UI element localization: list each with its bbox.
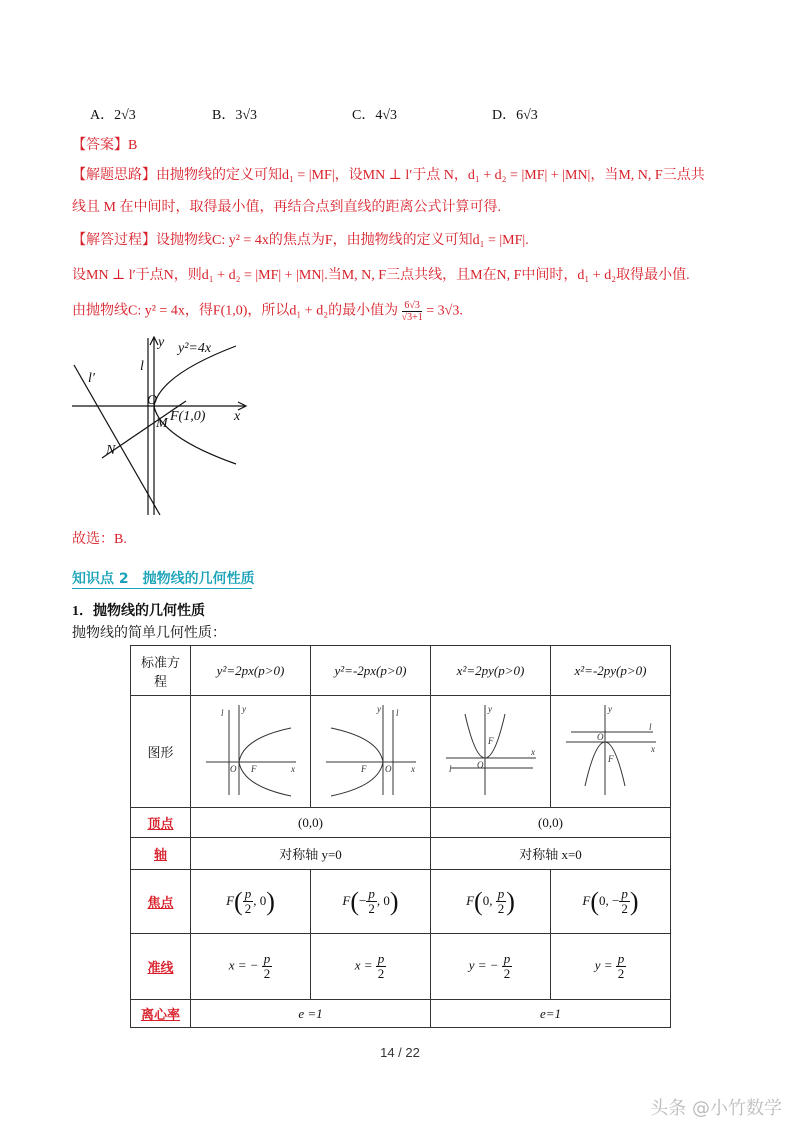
- directrix-1-frac: [262, 952, 273, 981]
- f-label: F(1,0): [170, 409, 206, 424]
- fraction-numerator: 6√3: [404, 300, 420, 311]
- answer-value: B: [128, 138, 138, 153]
- focus-2-f: F: [342, 892, 351, 908]
- equation-header: 标准方程: [131, 646, 191, 696]
- parabola-figure: [60, 330, 260, 525]
- focus-3-den: 2: [497, 901, 505, 916]
- axis-value-1: 对称轴 y=0: [191, 838, 431, 870]
- section-subtitle: 抛物线的简单几何性质：: [72, 626, 226, 641]
- directrix-2-frac: [376, 952, 387, 981]
- directrix-3-frac: [502, 952, 513, 981]
- l-prime-label: l′: [88, 371, 95, 386]
- svg-text:y: y: [487, 703, 492, 714]
- watermark: 头条 @小竹数学: [650, 1098, 782, 1119]
- parabola-curve: [154, 346, 236, 464]
- m-label: M: [156, 416, 168, 431]
- parabola-properties-table: [130, 645, 671, 1028]
- directrix-4-eq: y =: [594, 957, 613, 973]
- focus-header: 焦点: [131, 870, 191, 934]
- focus-1-den: 2: [244, 901, 252, 916]
- table-row-focus: [131, 870, 671, 934]
- svg-text:y: y: [607, 703, 612, 714]
- directrix-4-den: 2: [617, 966, 625, 981]
- o-label: O: [147, 393, 158, 408]
- focus-4-f: F: [582, 892, 591, 908]
- directrix-1: [191, 934, 311, 1000]
- graph-4: [551, 696, 671, 808]
- y-label: y: [158, 335, 165, 350]
- focus-3-zero: 0: [482, 892, 490, 908]
- graph-down-opening: [561, 700, 661, 800]
- focus-2-num: p: [368, 886, 375, 901]
- fraction-denominator: √3+1: [401, 312, 423, 323]
- process-line-3a: 由抛物线C: y² = 4x，得F(1,0)，所以d₁ + d₂的最小值为: [72, 303, 399, 319]
- conclusion: 故选：B.: [72, 532, 127, 547]
- eccentricity-value-2: e=1: [431, 1000, 671, 1028]
- idea-tag: 【解题思路】: [72, 168, 156, 183]
- knowledge-point-title: [72, 568, 255, 588]
- focus-4-neg: −: [612, 892, 620, 908]
- svg-text:F: F: [607, 753, 613, 764]
- directrix-2-eq: x =: [354, 957, 373, 973]
- focus-2-frac: [366, 887, 377, 916]
- directrix-1-eq: x = −: [228, 957, 259, 973]
- svg-text:F: F: [487, 735, 493, 746]
- table-row-axis: [131, 838, 671, 870]
- directrix-4: [551, 934, 671, 1000]
- focus-1-frac: [243, 887, 254, 916]
- directrix-3: [431, 934, 551, 1000]
- directrix-4-frac: [616, 952, 627, 981]
- graph-header: 图形: [131, 696, 191, 808]
- focus-4: F(0, − $\frac{p}{2}$ ): [551, 870, 671, 934]
- directrix-1-num: p: [263, 951, 271, 966]
- svg-text:l: l: [448, 763, 452, 774]
- table-row-eccentricity: [131, 1000, 671, 1028]
- section-title: 1．抛物线的几何性质: [72, 604, 205, 619]
- solution-process: [72, 231, 529, 251]
- table-row-equation: [131, 646, 671, 696]
- graph-1: [191, 696, 311, 808]
- table-row-directrix: [131, 934, 671, 1000]
- process-line-1: 设抛物线C: y² = 4x的焦点为F，由抛物线的定义可知d₁ = |MF|.: [156, 233, 529, 248]
- table-row-vertex: [131, 808, 671, 838]
- eccentricity-value-1: e =1: [191, 1000, 431, 1028]
- focus-4-zero: 0: [599, 892, 606, 908]
- svg-text:x: x: [530, 746, 535, 757]
- svg-text:l: l: [395, 707, 399, 718]
- svg-text:O: O: [476, 759, 483, 770]
- svg-text:F: F: [360, 763, 366, 774]
- l-label: l: [140, 359, 144, 374]
- vertex-value-2: (0,0): [431, 808, 671, 838]
- axis-header: 轴: [131, 838, 191, 870]
- solution-idea-line-2: [72, 198, 501, 218]
- idea-line-2-text: 线且 M 在中间时，取得最小值，再结合点到直线的距离公式计算可得.: [72, 200, 501, 215]
- focus-4-frac: [619, 887, 630, 916]
- axis-value-2: 对称轴 x=0: [431, 838, 671, 870]
- svg-text:O: O: [384, 763, 391, 774]
- focus-1-zero: 0: [259, 892, 267, 908]
- choice-c: C．4√3: [352, 108, 398, 123]
- n-label: N: [106, 443, 116, 458]
- solution-idea: [72, 166, 705, 186]
- focus-2-den: 2: [368, 901, 375, 916]
- page-number: 14 / 22: [380, 1045, 420, 1060]
- focus-3-f: F: [466, 892, 475, 908]
- process-line-2-text: 设MN ⊥ l′于点N，则d₁ + d₂ = |MF| + |MN|.当M, N, F三点共线，且M在N, F中间时，d₁ + d₂取得最小值.: [72, 268, 690, 283]
- focus-1-num: p: [244, 886, 252, 901]
- directrix-2-den: 2: [377, 966, 385, 981]
- vertex-header: 顶点: [131, 808, 191, 838]
- svg-text:F: F: [250, 763, 256, 774]
- focus-2: F(− $\frac{p}{2}$ , 0): [311, 870, 431, 934]
- svg-text:l: l: [648, 721, 652, 732]
- x-label: x: [234, 409, 241, 424]
- vertex-value-1: (0,0): [191, 808, 431, 838]
- svg-text:O: O: [229, 763, 236, 774]
- graph-left-opening: [321, 700, 421, 800]
- focus-3-frac: [496, 887, 507, 916]
- table-row-graph: [131, 696, 671, 808]
- svg-text:O: O: [596, 731, 603, 742]
- focus-3-num: p: [497, 886, 505, 901]
- focus-1-f: F: [226, 892, 235, 908]
- directrix-2-num: p: [377, 951, 385, 966]
- directrix-3-num: p: [503, 951, 511, 966]
- knowledge-point-text: 知识点 2 抛物线的几何性质: [72, 571, 255, 587]
- process-line-2: [72, 266, 690, 286]
- choice-b: B．3√3: [212, 108, 258, 123]
- answer-choices: [0, 104, 800, 124]
- svg-text:x: x: [650, 743, 655, 754]
- equation-1: y²=2px(p>0): [191, 646, 311, 696]
- focus-1: F( $\frac{p}{2}$ , 0): [191, 870, 311, 934]
- svg-text:l: l: [220, 707, 224, 718]
- idea-line-1: 由抛物线的定义可知d₁ = |MF|，设MN ⊥ l′于点 N，d₁ + d₂ = |MF| + |MN|，当M, N, F三点共: [156, 168, 705, 183]
- eccentricity-header: 离心率: [131, 1000, 191, 1028]
- directrix-4-num: p: [617, 951, 625, 966]
- focus-3: F(0, $\frac{p}{2}$ ): [431, 870, 551, 934]
- knowledge-point-underline: [72, 588, 252, 589]
- line-l-prime: [74, 365, 160, 515]
- graph-2: [311, 696, 431, 808]
- process-line-3: [72, 300, 463, 323]
- choice-d: D．6√3: [492, 108, 538, 123]
- directrix-3-eq: y = −: [468, 957, 499, 973]
- process-line-3b: = 3√3.: [426, 303, 463, 319]
- svg-text:x: x: [410, 763, 415, 774]
- focus-4-num: p: [621, 886, 628, 901]
- directrix-1-den: 2: [263, 966, 271, 981]
- focus-2-neg: −: [359, 892, 367, 908]
- equation-4: x²=-2py(p>0): [551, 646, 671, 696]
- equation-2: y²=-2px(p>0): [311, 646, 431, 696]
- svg-text:y: y: [376, 703, 381, 714]
- choice-a: A．2√3: [90, 108, 136, 123]
- svg-text:y: y: [241, 703, 246, 714]
- directrix-2: [311, 934, 431, 1000]
- directrix-3-den: 2: [503, 966, 511, 981]
- directrix-header: 准线: [131, 934, 191, 1000]
- graph-up-opening: [441, 700, 541, 800]
- graph-3: [431, 696, 551, 808]
- focus-2-zero: 0: [383, 892, 390, 908]
- min-value-fraction: [402, 300, 423, 323]
- answer-tag: 【答案】: [72, 138, 128, 153]
- curve-label: y²=4x: [178, 341, 212, 356]
- process-tag: 【解答过程】: [72, 233, 156, 248]
- equation-3: x²=2py(p>0): [431, 646, 551, 696]
- focus-4-den: 2: [621, 901, 628, 916]
- graph-right-opening: [201, 700, 301, 800]
- answer-line: [72, 136, 137, 156]
- svg-text:x: x: [290, 763, 295, 774]
